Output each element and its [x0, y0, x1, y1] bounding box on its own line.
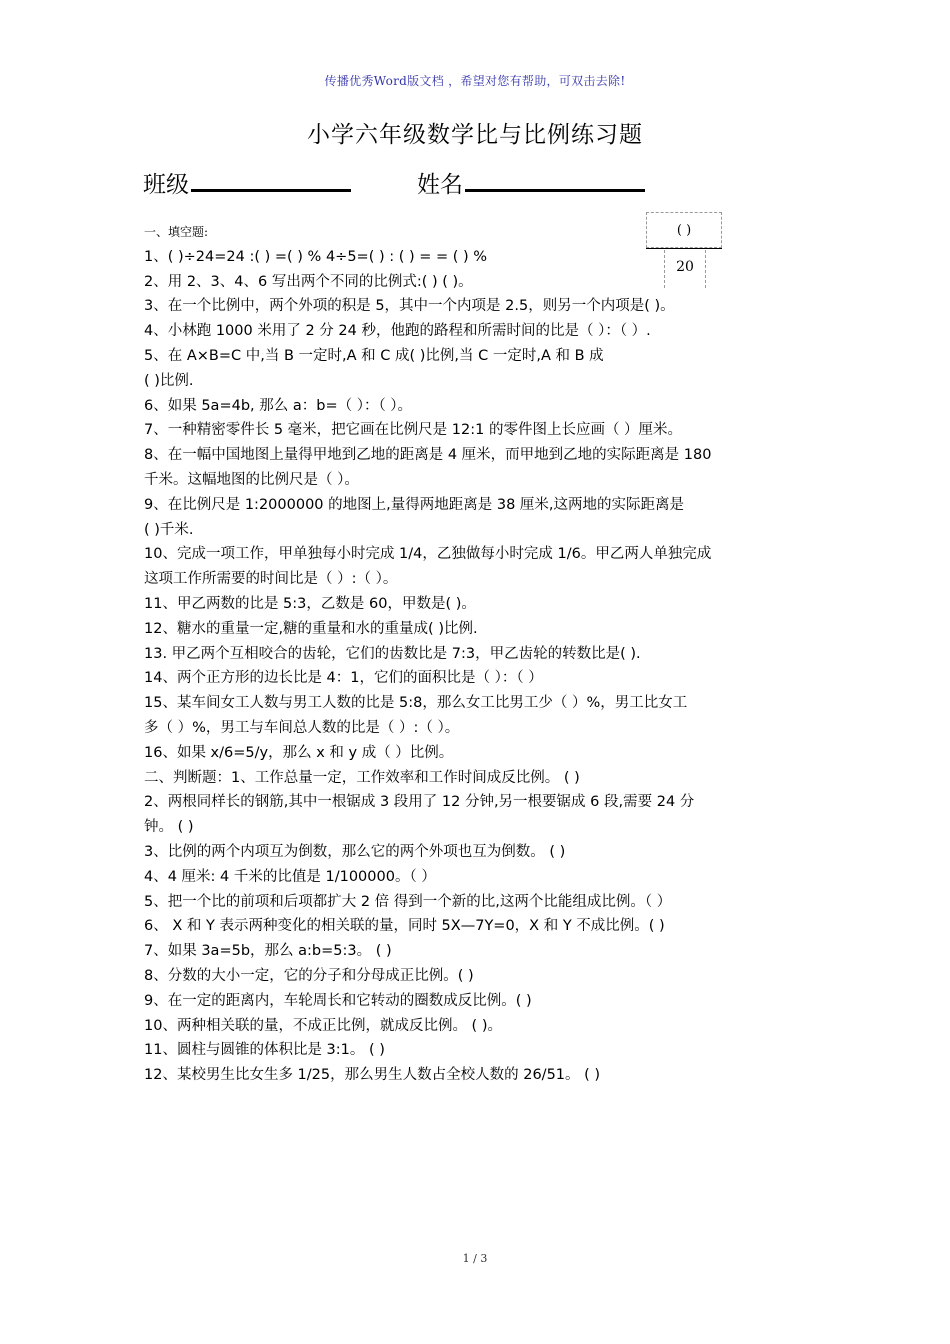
question-line: 2、两根同样长的钢筋,其中一根锯成 3 段用了 12 分钟,另一根要锯成 6 段,需要 24 分: [144, 794, 695, 811]
question-line: 13. 甲乙两个互相咬合的齿轮，它们的齿数比是 7:3，甲乙齿轮的转数比是( ).: [144, 645, 641, 662]
question-line: 5、把一个比的前项和后项都扩大 2 倍 得到一个新的比,这两个比能组成比例。（ ）: [144, 893, 672, 910]
question-line: 1、( )÷24=24 :( ) =( ) % 4÷5=( ) : ( ) = = ( ) %: [144, 248, 488, 265]
question-line: 2、用 2、3、4、6 写出两个不同的比例式:( ) ( )。: [144, 273, 473, 290]
name-blank: [465, 167, 645, 192]
document-title: 小学六年级数学比与比例练习题: [307, 122, 643, 148]
question-body: [144, 220, 814, 1088]
question-line: 16、如果 x/6=5/y，那么 x 和 y 成（ ）比例。: [144, 744, 454, 761]
question-line: 10、两种相关联的量，不成正比例，就成反比例。 ( )。: [144, 1017, 502, 1034]
fraction-denominator: 20: [664, 250, 706, 288]
name-label: 姓名: [417, 172, 463, 198]
question-line: 这项工作所需要的时间比是（ ）:（ ）。: [144, 571, 398, 588]
question-line: ( )比例.: [144, 372, 194, 389]
question-line: 8、分数的大小一定，它的分子和分母成正比例。( ): [144, 967, 474, 984]
question-line: 6、如果 5a=4b, 那么 a：b=（ ）：（ ）。: [144, 397, 413, 414]
class-blank: [191, 167, 351, 192]
question-line: 7、如果 3a=5b，那么 a:b=5:3。 ( ): [144, 943, 392, 960]
fraction-numerator: ( ): [646, 212, 722, 248]
question-line: 5、在 A×B=C 中,当 B 一定时,A 和 C 成( )比例,当 C 一定时,A 和 B 成: [144, 347, 604, 364]
question-line: 3、在一个比例中，两个外项的积是 5，其中一个内项是 2.5，则另一个内项是( )。: [144, 298, 675, 315]
question-line: 4、4 厘米: 4 千米的比值是 1/100000。（ ）: [144, 868, 436, 885]
question-line: 9、在比例尺是 1:2000000 的地图上,量得两地距离是 38 厘米,这两地的实际距离是: [144, 496, 685, 513]
question-line: 14、两个正方形的边长比是 4：1，它们的面积比是（ ）：（ ）: [144, 670, 543, 687]
question-line: 6、 X 和 Y 表示两种变化的相关联的量，同时 5X—7Y=0，X 和 Y 不成比例。( ): [144, 918, 665, 935]
watermark-text: 传播优秀Word版文档 ，希望对您有帮助，可双击去除!: [324, 74, 626, 88]
question-line: 多（ ）%，男工与车间总人数的比是（ ）:（ ）。: [144, 719, 460, 736]
question-line: 11、甲乙两数的比是 5:3，乙数是 60，甲数是( )。: [144, 595, 476, 612]
class-name-bar: [143, 166, 645, 199]
question-line: 15、某车间女工人数与男工人数的比是 5:8，那么女工比男工少（ ）%，男工比女工: [144, 695, 688, 712]
question-line: ( )千米.: [144, 521, 194, 538]
section-fill-blank-heading: 一、填空题:: [144, 225, 209, 239]
class-label: 班级: [143, 172, 189, 198]
question-line: 11、圆柱与圆锥的体积比是 3:1。 ( ): [144, 1042, 385, 1059]
question-line: 7、一种精密零件长 5 毫米，把它画在比例尺是 12:1 的零件图上长应画（ ）厘米。: [144, 422, 683, 439]
question-line: 3、比例的两个内项互为倒数，那么它的两个外项也互为倒数。 ( ): [144, 843, 566, 860]
section-judgement-line: 二、判断题：1、工作总量一定，工作效率和工作时间成反比例。 ( ): [144, 769, 580, 786]
question-line: 千米。这幅地图的比例尺是（ ）。: [144, 471, 359, 488]
question-line: 10、完成一项工作，甲单独每小时完成 1/4，乙独做每小时完成 1/6。甲乙两人单独完成: [144, 546, 712, 563]
question-line: 钟。 ( ): [144, 819, 194, 836]
question-line: 9、在一定的距离内，车轮周长和它转动的圈数成反比例。( ): [144, 992, 532, 1009]
question-line: 12、糖水的重量一定,糖的重量和水的重量成( )比例.: [144, 620, 478, 637]
question-line: 8、在一幅中国地图上量得甲地到乙地的距离是 4 厘米，而甲地到乙地的实际距离是 180: [144, 447, 712, 464]
question-line: 12、某校男生比女生多 1/25，那么男生人数占全校人数的 26/51。 ( ): [144, 1067, 601, 1084]
page-number: 1 / 3: [462, 1252, 488, 1265]
question-line: 4、小林跑 1000 米用了 2 分 24 秒，他跑的路程和所需时间的比是（ ）：（ ）.: [144, 323, 651, 340]
